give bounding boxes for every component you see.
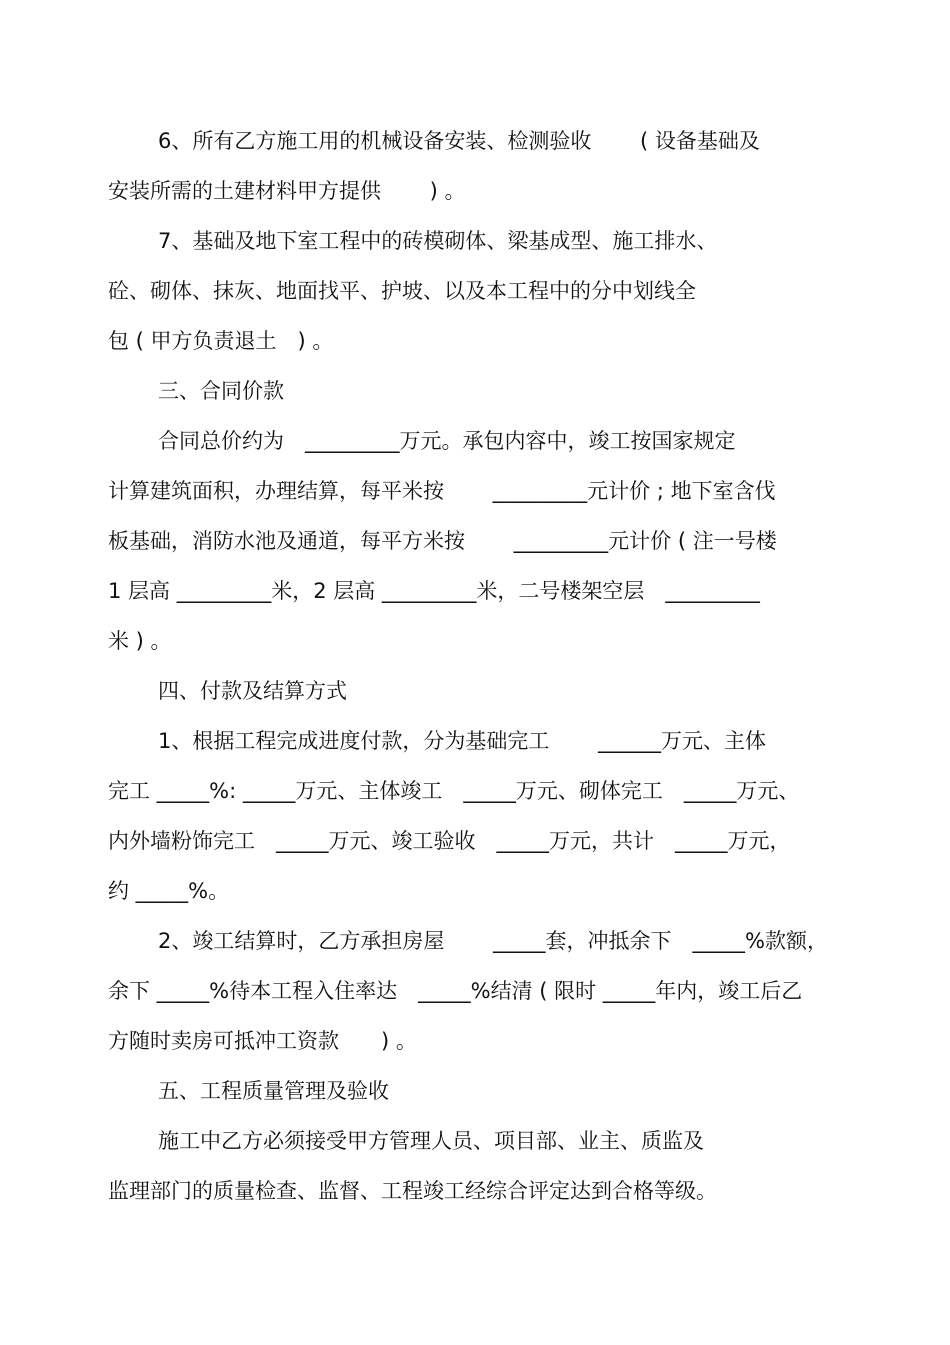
text-line: 7、基础及地下室工程中的砖模砌体、梁基成型、施工排水、 [158, 229, 718, 253]
text-line: 板基础，消防水池及通道，每平方米按 _________元计价 ( 注一号楼 [108, 529, 777, 553]
section-heading: 四、付款及结算方式 [158, 679, 347, 703]
text-line: 砼、砌体、抹灰、地面找平、护坡、以及本工程中的分中划线全 [108, 279, 696, 303]
text-line: 计算建筑面积，办理结算，每平米按 _________元计价 ; 地下室含伐 [108, 479, 776, 503]
text-line: 米 ) 。 [108, 629, 172, 653]
section-heading: 五、工程质量管理及验收 [158, 1079, 389, 1103]
text-line: 2、竣工结算时，乙方承担房屋 _____套，冲抵余下 _____%款额， [158, 929, 828, 953]
section-heading: 三、合同价款 [158, 379, 284, 403]
text-line: 完工 _____%: _____万元、主体竣工 _____万元、砌体完工 _____万元、 [108, 779, 800, 803]
text-line: 合同总价约为 _________万元。承包内容中，竣工按国家规定 [158, 429, 736, 453]
text-line: 约 _____%。 [108, 879, 230, 903]
text-line: 包 ( 甲方负责退土 ) 。 [108, 329, 334, 353]
text-line: 1 层高 _________米，2 层高 _________米，二号楼架空层 _________ [108, 579, 760, 603]
text-line: 6、所有乙方施工用的机械设备安装、检测验收 ( 设备基础及 [158, 129, 760, 153]
text-line: 1、根据工程完成进度付款，分为基础完工 ______万元、主体 [158, 729, 767, 753]
text-line: 内外墙粉饰完工 _____万元、竣工验收 _____万元，共计 _____万元， [108, 829, 791, 853]
text-line: 施工中乙方必须接受甲方管理人员、项目部、业主、质监及 [158, 1129, 704, 1153]
text-line: 方随时卖房可抵冲工资款 ) 。 [108, 1029, 417, 1053]
text-line: 余下 _____%待本工程入住率达 _____%结清 ( 限时 _____年内，竣工后乙 [108, 979, 803, 1003]
text-line: 监理部门的质量检查、监督、工程竣工经综合评定达到合格等级。 [108, 1179, 717, 1203]
text-line: 安装所需的土建材料甲方提供 ) 。 [108, 179, 466, 203]
